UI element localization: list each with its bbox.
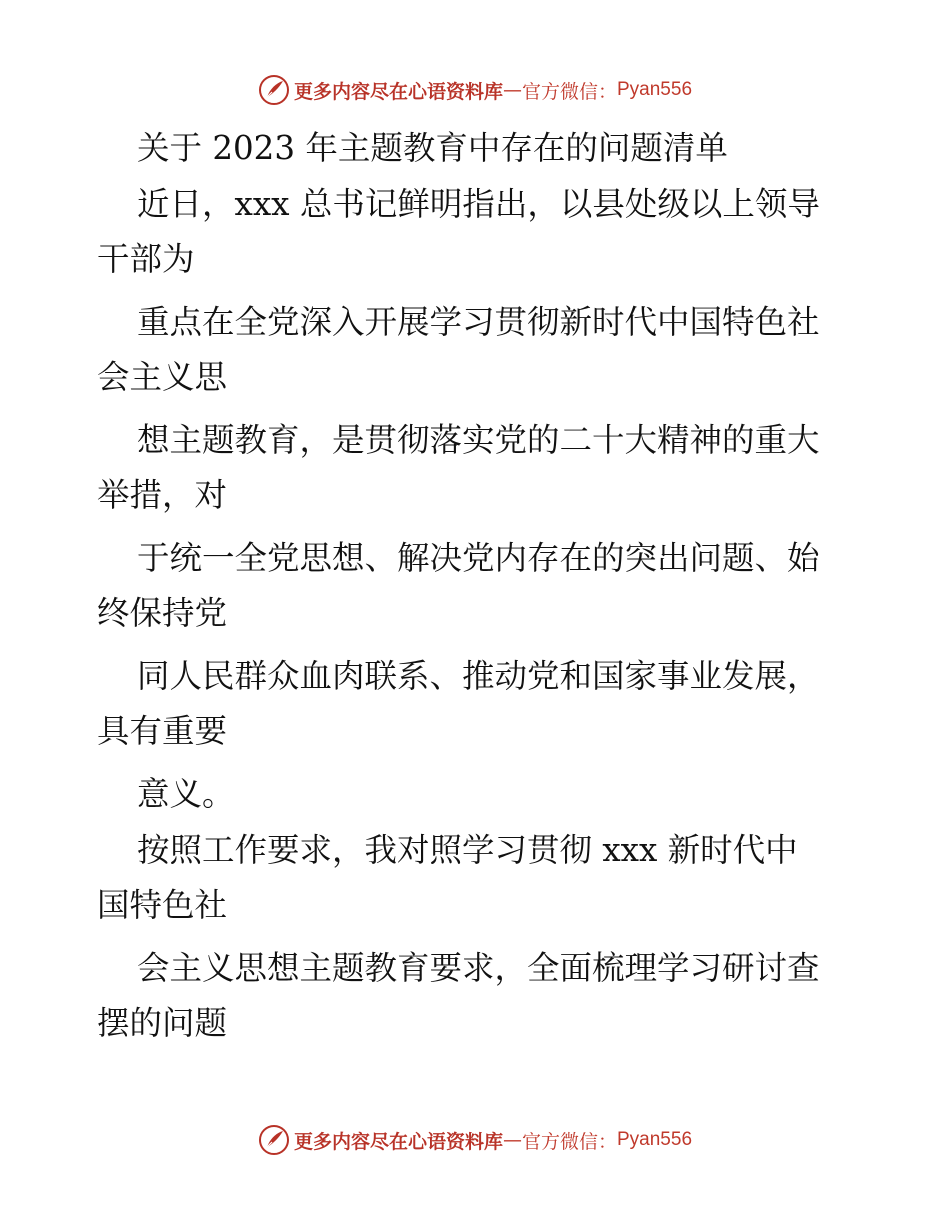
quill-logo-icon (258, 1124, 290, 1156)
watermark-wechat-id: Pyan556 (617, 79, 693, 100)
document-line: 重点在全党深入开展学习贯彻新时代中国特色社 (137, 303, 820, 341)
document-line: 具有重要 (97, 712, 228, 750)
footer-watermark (0, 1120, 950, 1160)
document-line: 终保持党 (97, 594, 228, 632)
document-body (97, 120, 857, 1058)
document-line: 同人民群众血肉联系、推动党和国家事业发展， (137, 657, 820, 695)
document-line: 按照工作要求，我对照学习贯彻 xxx 新时代中 (137, 831, 798, 869)
document-line: 会主义思 (97, 358, 228, 396)
document-line: 近日，xxx 总书记鲜明指出，以县处级以上领导 (137, 185, 820, 223)
quill-logo-icon (258, 74, 290, 106)
watermark-sub-text: 官方微信： (521, 1130, 617, 1153)
document-line: 想主题教育，是贯彻落实党的二十大精神的重大 (137, 421, 820, 459)
document-line: 摆的问题 (97, 1004, 228, 1042)
document-line: 干部为 (97, 240, 195, 278)
header-watermark (0, 70, 950, 110)
watermark-dash: — (502, 1129, 522, 1151)
watermark-wechat-id: Pyan556 (617, 1129, 693, 1150)
document-line: 意义。 (137, 775, 235, 813)
document-line: 会主义思想主题教育要求，全面梳理学习研讨查 (137, 949, 820, 987)
watermark-main-text: 更多内容尽在心语资料库 (293, 80, 503, 103)
watermark-main-text: 更多内容尽在心语资料库 (293, 1130, 503, 1153)
document-line: 于统一全党思想、解决党内存在的突出问题、始 (137, 539, 820, 577)
document-line: 举措，对 (97, 476, 228, 514)
document-line: 关于 2023 年主题教育中存在的问题清单 (137, 129, 728, 167)
watermark-dash: — (502, 79, 522, 101)
watermark-sub-text: 官方微信： (521, 80, 617, 103)
document-line: 国特色社 (97, 886, 228, 924)
